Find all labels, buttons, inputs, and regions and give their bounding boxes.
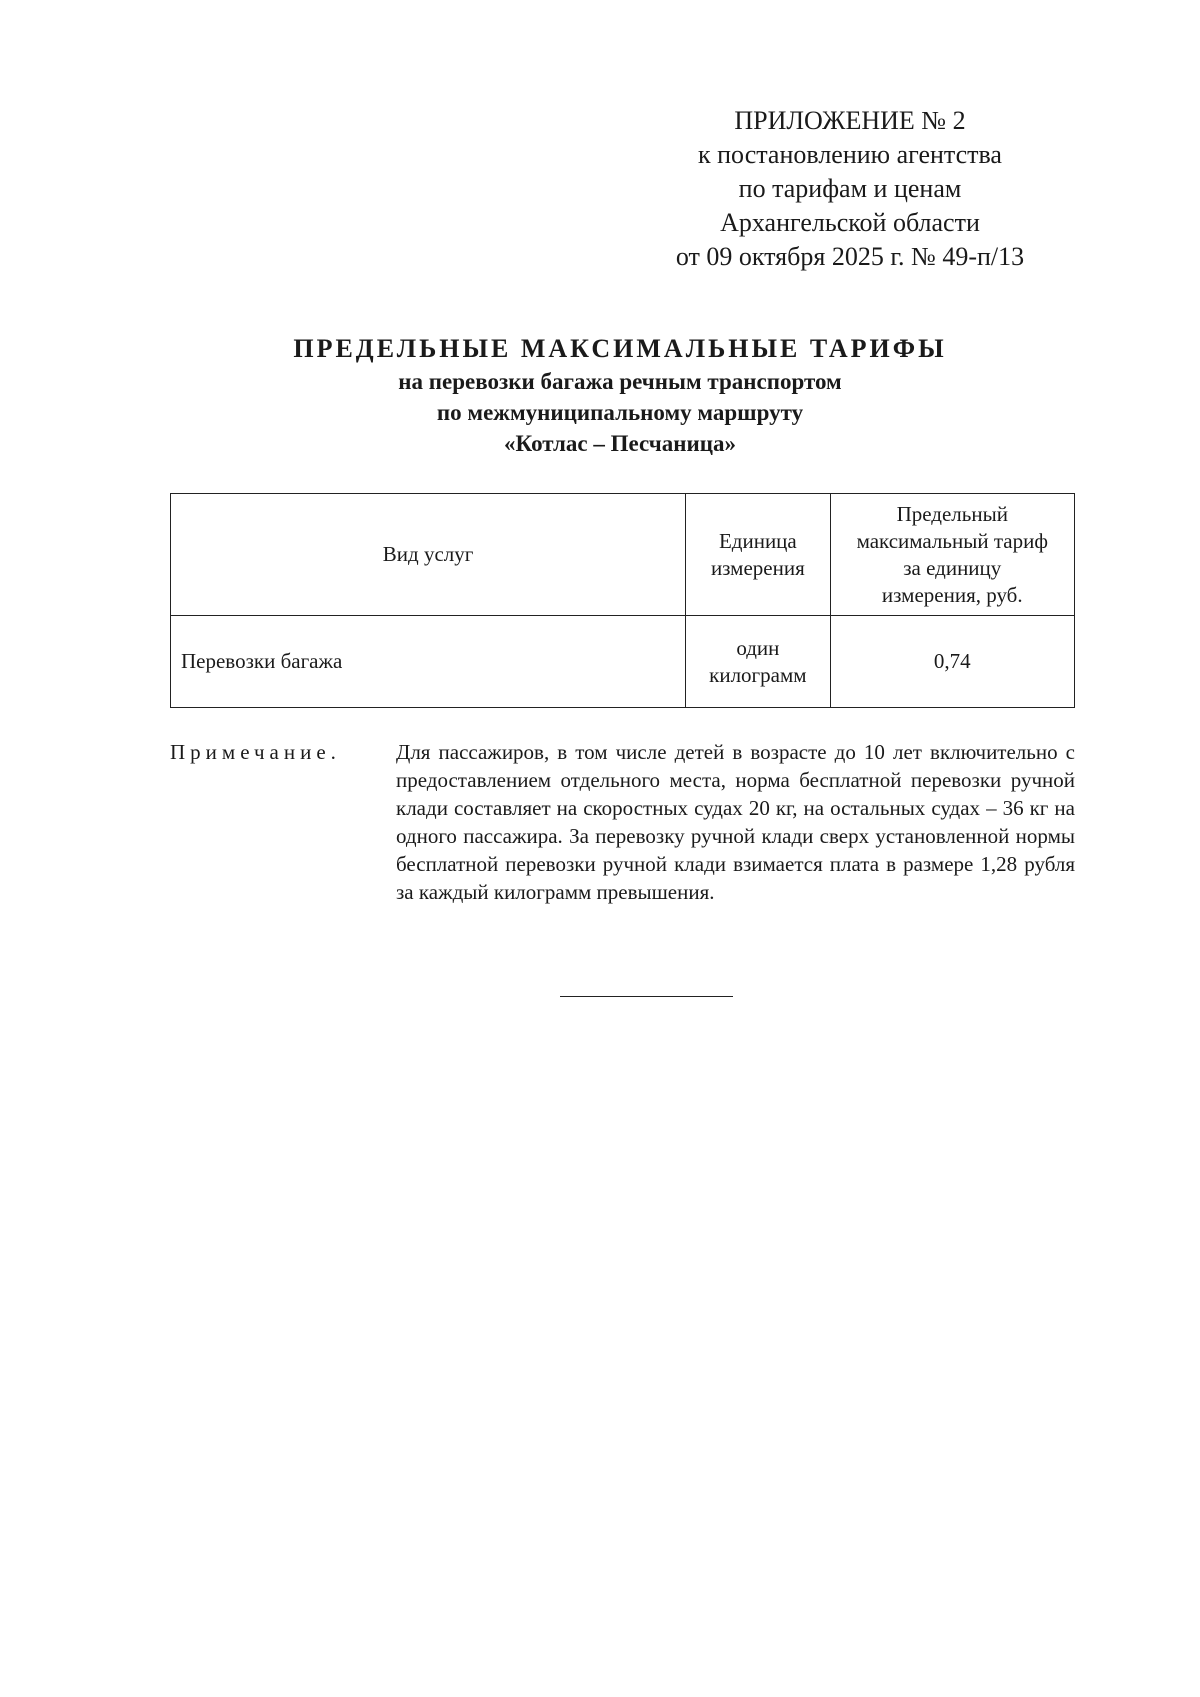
appendix-reference-line: по тарифам и ценам — [738, 174, 962, 203]
title-subtitle: на перевозки багажа речным транспортом — [398, 369, 842, 394]
end-divider — [560, 996, 733, 997]
table-header-row — [171, 494, 1075, 616]
cell-unit-text: килограмм — [709, 662, 807, 687]
cell-service-text: Перевозки багажа — [181, 649, 343, 673]
appendix-reference-line: к постановлению агентства — [698, 140, 1002, 169]
header-unit — [686, 494, 830, 616]
appendix-reference-line: Архангельской области — [720, 208, 980, 237]
title-main: ПРЕДЕЛЬНЫЕ МАКСИМАЛЬНЫЕ ТАРИФЫ — [293, 334, 947, 363]
title-route: «Котлас – Песчаница» — [504, 431, 736, 456]
cell-unit — [686, 616, 830, 708]
table-row — [171, 616, 1075, 708]
appendix-header — [640, 104, 1060, 274]
header-tariff-label: за единицу — [903, 555, 1002, 580]
header-tariff-label: Предельный — [896, 501, 1008, 526]
header-unit-label: измерения — [710, 555, 805, 580]
appendix-date-number: от 09 октября 2025 г. № 49-п/13 — [675, 242, 1025, 271]
header-tariff — [830, 494, 1074, 616]
cell-tariff-value: 0,74 — [933, 649, 971, 673]
appendix-number: ПРИЛОЖЕНИЕ № 2 — [734, 106, 966, 135]
note-label: Примечание. — [170, 740, 341, 764]
title-subtitle: по межмуниципальному маршруту — [436, 400, 804, 425]
cell-tariff — [830, 616, 1074, 708]
tariff-table — [170, 493, 1075, 708]
cell-service — [171, 616, 686, 708]
header-tariff-label: измерения, руб. — [881, 582, 1023, 607]
header-service — [171, 494, 686, 616]
cell-unit-text: один — [736, 635, 780, 660]
header-tariff-label: максимальный тариф — [856, 528, 1048, 553]
header-service-label: Вид услуг — [382, 542, 474, 566]
document-title — [170, 332, 1070, 459]
header-unit-label: Единица — [718, 528, 797, 553]
note-text: Для пассажиров, в том числе детей в возрасте до 10 лет включительно с предоставлением отдельного места, норма бесплатной перевозки ручной клади составляет на скоростных судах 20 кг, на остальных судах – 36 кг на одного пассажира. За перевозку ручной клади сверх установленной нормы бесплатной перевозки ручной клади взимается плата в размере 1,28 рубля за каждый килограмм превышения. — [396, 740, 1075, 904]
